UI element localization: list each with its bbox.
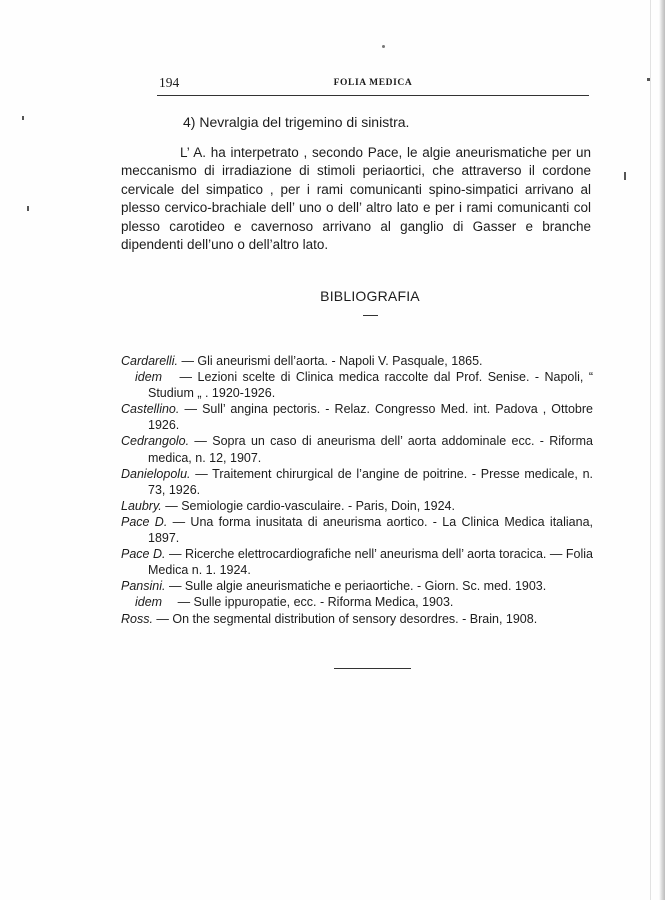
entry-author: idem [135,370,163,385]
end-rule [334,668,411,669]
entry-text: — Sulle ippuropatie, ecc. - Riforma Medica, 1903. [174,595,454,610]
page-right-edge [659,0,665,900]
entry-text: — Sulle algie aneurismatiche e periaortiche. - Giorn. Sc. med. 1903. [165,579,547,594]
entry-text: — Gli aneurismi dell’aorta. - Napoli V. Pasquale, 1865. [177,354,483,368]
section-heading: 4) Nevralgia del trigemino di sinistra. [183,114,410,130]
entry-text: — Una forma inusitata di aneurisma aortico. - La Clinica Medica italiana, 1897. [148,514,594,546]
title-dash [363,315,378,316]
bibliography-entry [121,578,593,594]
bibliography-entry [121,498,593,514]
entry-text: — On the segmental distribution of sensory desordres. - Brain, 1908. [152,611,538,626]
body-paragraph: L’ A. ha interpetrato , secondo Pace, le algie aneurismatiche per un meccanismo di irradiazione di stimoli periaortici, che attraverso il cordone cervicale del simpatico , per i rami comunicanti spino-simpatici arrivano al plesso cervico-brachiale dell’ uno o dell’ altro lato e per i rami comunicanti col plesso carotideo e cavernoso arrivano al ganglio di Gasser e branche dipendenti dell’uno o dell’altro lato. [121,145,591,253]
entry-text: — Semiologie cardio-vasculaire. - Paris, Doin, 1924. [161,498,455,513]
bibliography-title: BIBLIOGRAFIA [320,288,420,304]
entry-text: — Sull’ angina pectoris. - Relaz. Congresso Med. int. Padova , Ottobre 1926. [148,402,593,433]
entry-author: Pansini. [121,579,166,594]
scan-mark [624,172,626,180]
entry-author: Castellino. [121,402,180,417]
stray-dot [382,45,385,48]
entry-author: Laubry. [121,498,162,513]
bibliography-entry [121,369,593,401]
entry-text: — Traitement chirurgical de l’angine de poitrine. - Presse medicale, n. 73, 1926. [148,466,593,497]
bibliography-list [121,353,593,627]
bibliography-entry [121,353,593,369]
entry-text: — Sopra un caso di aneurisma dell’ aorta addominale ecc. - Riforma medica, n. 12, 1907. [148,434,593,465]
entry-author: Pace D. [121,547,166,562]
page-number: 194 [159,75,180,90]
page-shadow-line [650,0,651,900]
running-head: FOLIA MEDICA [333,78,413,88]
bibliography-entry [121,401,593,433]
entry-text: — Lezioni scelte di Clinica medica raccolte dal Prof. Senise. - Napoli, “ Studium „ . 1920-1926. [148,370,593,401]
bibliography-entry [121,466,593,498]
bibliography-entry [121,546,593,578]
bibliography-entry [121,611,593,627]
bibliography-entry [121,514,593,546]
scan-mark [27,206,29,211]
entry-author: Pace D. [121,514,168,529]
scan-mark [647,78,650,81]
entry-text: — Ricerche elettrocardiografiche nell’ aneurisma dell’ aorta toracica. — Folia Medica n. 1. 1924. [148,547,593,578]
bibliography-entry [121,433,593,465]
page-header [157,73,589,96]
entry-author: Cardarelli. [121,354,178,368]
scan-mark [22,116,24,120]
entry-author: Danielopolu. [121,466,191,481]
entry-author: idem [135,595,163,610]
entry-author: Cedrangolo. [121,434,190,449]
entry-author: Ross. [121,611,153,626]
bibliography-entry [121,594,593,610]
